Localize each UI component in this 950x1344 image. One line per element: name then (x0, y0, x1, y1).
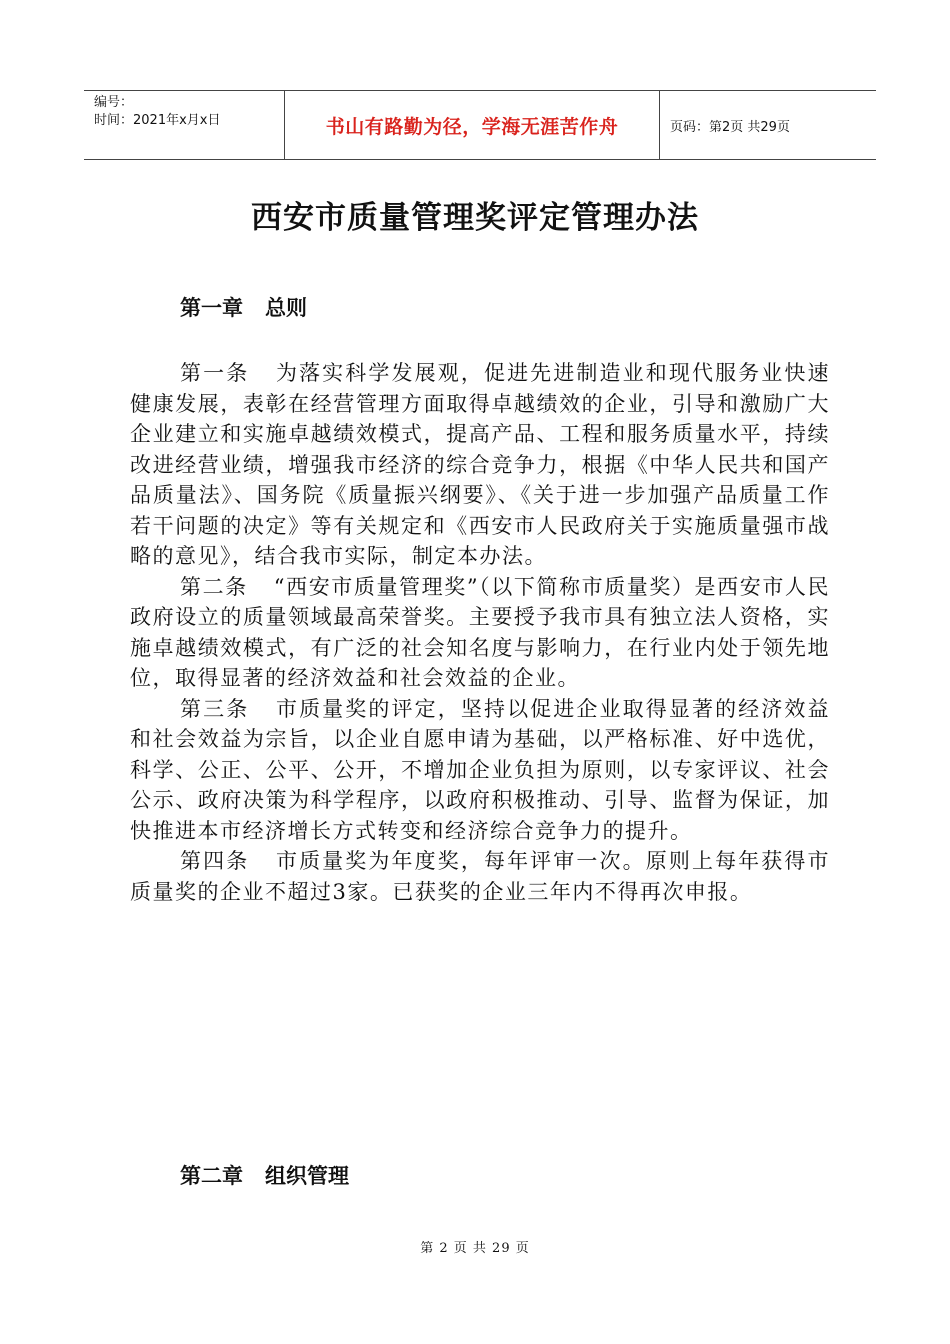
chapter-1-heading (180, 292, 307, 322)
article-4-text: 市质量奖为年度奖，每年评审一次。原则上每年获得市质量奖的企业不超过3家。已获奖的企业三年内不得再次申报。 (130, 849, 831, 904)
article-3-number: 第三条 (180, 696, 250, 721)
chapter-2-heading (180, 1160, 349, 1190)
chapter-2-number: 第二章 (180, 1164, 243, 1188)
chapter-2-name: 组织管理 (265, 1164, 349, 1188)
article-4-number: 第四条 (180, 849, 250, 873)
article-1-text: 为落实科学发展观，促进先进制造业和现代服务业快速健康发展，表彰在经营管理方面取得卓越绩效的企业，引导和激励广大企业建立和实施卓越绩效模式，提高产品、工程和服务质量水平，持续改进经营业绩，增强我市经济的综合竞争力，根据《中华人民共和国产品质量法》、国务院《质量振兴纲要》、《关于进一步加强产品质量工作若干问题的决定》等有关规定和《西安市人民政府关于实施质量强市战略的意见》，结合我市实际，制定本办法。 (130, 361, 831, 568)
article-2 (130, 572, 830, 694)
article-3-text: 市质量奖的评定，坚持以促进企业取得显著的经济效益和社会效益为宗旨，以企业自愿申请为基础，以严格标准、好中选优，科学、公正、公平、公开，不增加企业负担为原则，以专家评议、社会公示、政府决策为科学程序，以政府积极推动、引导、监督为保证，加快推进本市经济增长方式转变和经济综合竞争力的提升。 (130, 696, 831, 843)
page-header (84, 90, 876, 160)
article-1-number: 第一条 (180, 361, 250, 385)
article-4 (130, 846, 830, 907)
article-3 (130, 694, 830, 847)
document-title: 西安市质量管理奖评定管理办法 (251, 200, 699, 236)
chapter-1-body (130, 358, 830, 907)
time-label: 时间：2021年x月x日 (94, 113, 221, 128)
article-2-number: 第二条 (180, 574, 248, 599)
serial-label: 编号： (94, 95, 134, 110)
header-motto-cell (284, 91, 660, 159)
chapter-1-name: 总则 (265, 296, 307, 320)
page-footer: 第 2 页 共 29 页 (420, 1241, 530, 1256)
article-2-text: “西安市质量管理奖”（以下简称市质量奖）是西安市人民政府设立的质量领域最高荣誉奖。主要授予我市具有独立法人资格，实施卓越绩效模式，有广泛的社会知名度与影响力，在行业内处于领先地位，取得显著的经济效益和社会效益的企业。 (130, 574, 830, 690)
header-motto: 书山有路勤为径，学海无涯苦作舟 (325, 115, 619, 138)
article-1 (130, 358, 830, 572)
header-meta (84, 91, 284, 159)
header-page-info: 页码：第2页 共29页 (670, 119, 790, 135)
chapter-1-number: 第一章 (180, 296, 243, 320)
